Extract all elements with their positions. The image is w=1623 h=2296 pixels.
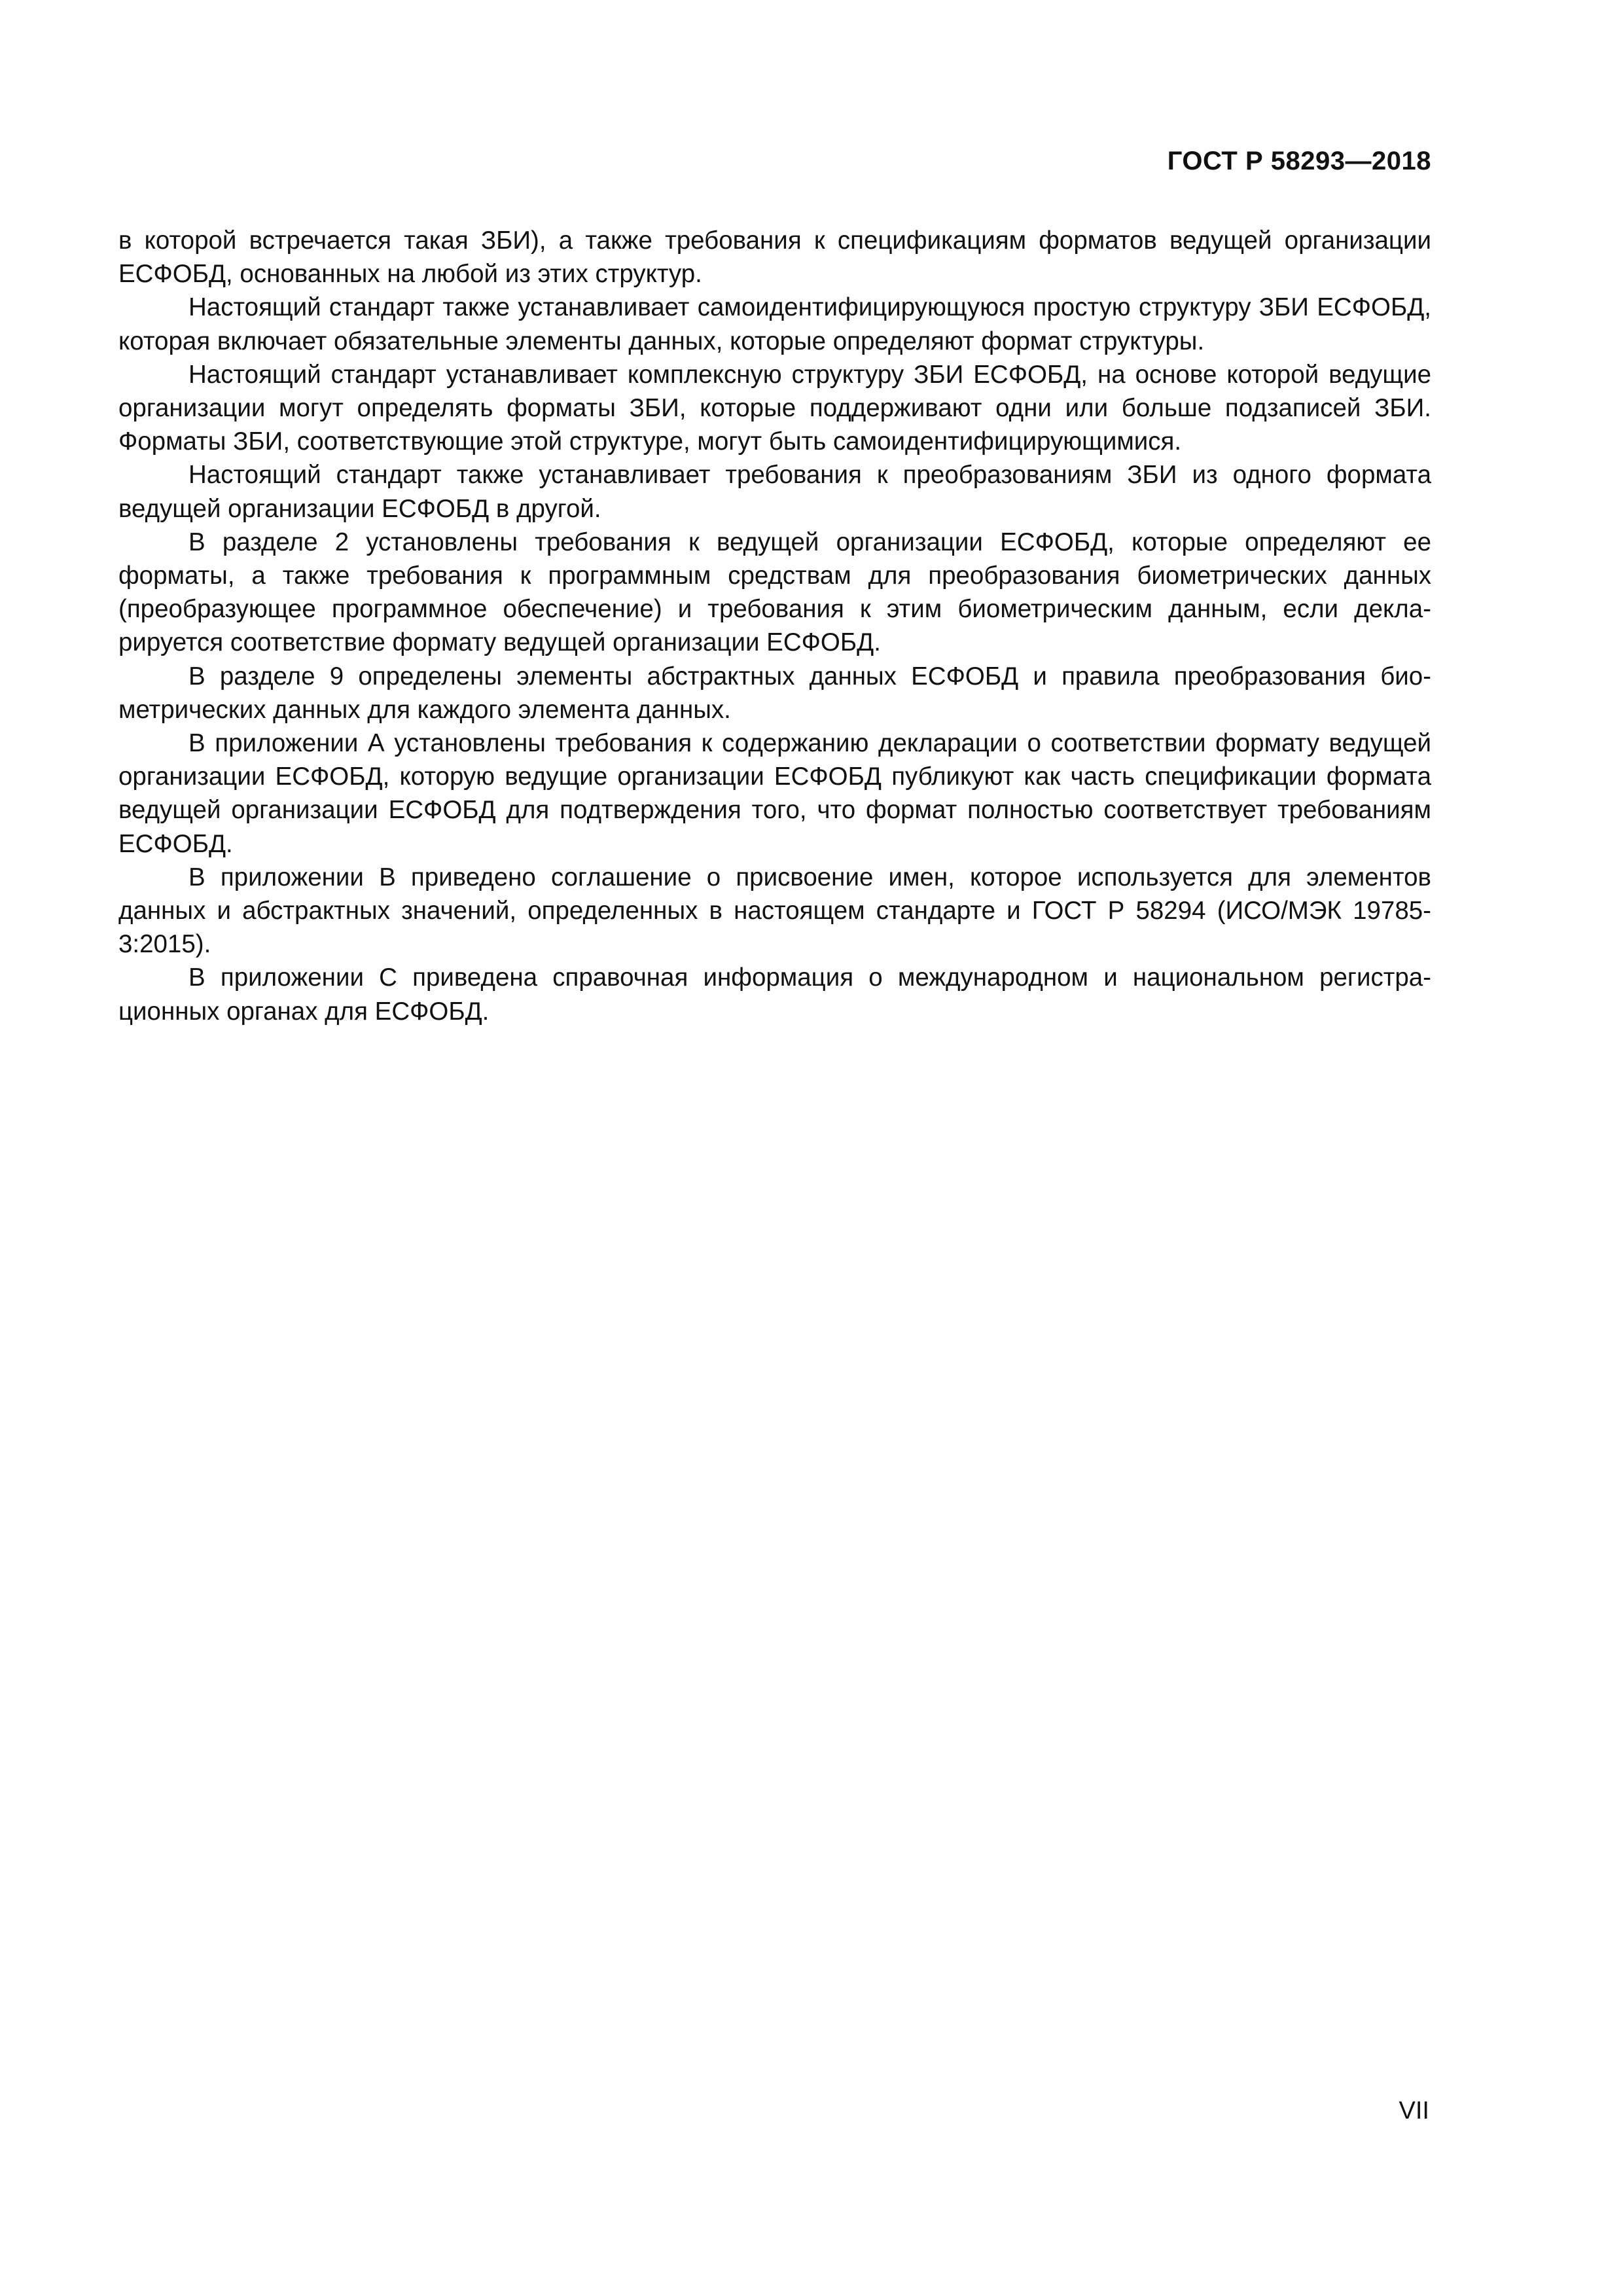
document-code-header: ГОСТ Р 58293—2018 xyxy=(1167,147,1431,175)
paragraph-section-2: В разделе 2 установлены требования к ведущей организации ЕСФОБД, которые определяют ее форматы, а также требования к программным средствам для преобразования биометрических данных (преобразующее программное обеспечение) и требования к этим биометрическим данным, если декларируется соответствие формату ведущей организации ЕСФОБД. xyxy=(118,528,1431,657)
paragraph-annex-b: В приложении В приведено соглашение о присвоение имен, которое используется для элементов данных и абстрактных значений, определенных в настоящем стандарте и ГОСТ Р 58294 (ИСО/МЭК 19785-3:2015). xyxy=(118,863,1431,959)
paragraph-annex-c: В приложении С приведена справочная информация о международном и национальном регистрационных органах для ЕСФОБД. xyxy=(118,963,1431,1026)
paragraph-simple-structure: Настоящий стандарт также устанавливает самоидентифицирующуюся простую структуру ЗБИ ЕСФОБД, которая включает обязательные элементы данных, которые определяют формат структуры. xyxy=(118,293,1431,355)
paragraph-complex-structure: Настоящий стандарт устанавливает комплексную структуру ЗБИ ЕСФОБД, на основе которой ведущие организации могут определять форматы ЗБИ, которые поддерживают одни или больше подзаписей ЗБИ. Форматы ЗБИ, соответствующие этой структуре, могут быть самоидентифицирующимися. xyxy=(118,360,1431,456)
paragraph-transformations: Настоящий стандарт также устанавливает требования к преобразованиям ЗБИ из одного формата ведущей организации ЕСФОБД в другой. xyxy=(118,461,1431,523)
page-number: VII xyxy=(1399,2097,1429,2125)
paragraph-section-9: В разделе 9 определены элементы абстрактных данных ЕСФОБД и правила преобразования биометрических данных для каждого элемента данных. xyxy=(118,662,1431,724)
paragraph-annex-a: В приложении А установлены требования к содержанию декларации о соответствии формату ведущей организации ЕСФОБД, которую ведущие организации ЕСФОБД публикуют как часть спецификации формата ведущей организации ЕСФОБД для подтверждения того, что формат полностью соответствует требованиям ЕСФОБД. xyxy=(118,729,1431,858)
paragraph-continuation: в которой встречается такая ЗБИ), а также требования к спецификациям форматов ведущей организации ЕСФОБД, основанных на любой из этих структур. xyxy=(118,226,1431,289)
body-text xyxy=(118,224,1431,1028)
